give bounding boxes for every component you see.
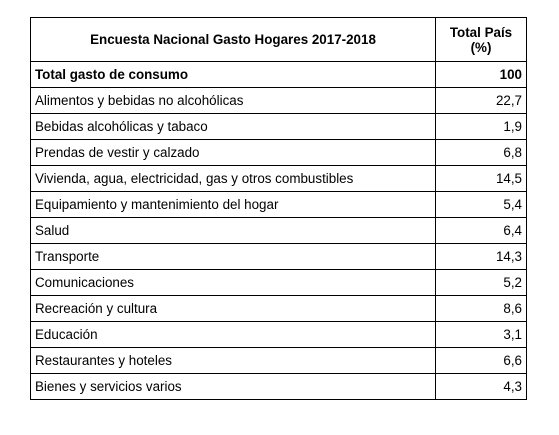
table-row <box>31 244 527 270</box>
row-label: Educación <box>31 322 436 348</box>
table-row <box>31 270 527 296</box>
table-row <box>31 296 527 322</box>
header-label: Encuesta Nacional Gasto Hogares 2017-2018 <box>31 18 436 62</box>
header-value-line1: Total País <box>449 24 513 40</box>
header-value-line2: (%) <box>470 39 492 55</box>
table-row <box>31 88 527 114</box>
header-row <box>31 18 527 62</box>
row-label: Recreación y cultura <box>31 296 436 322</box>
table-row <box>31 374 527 400</box>
row-value: 5,2 <box>436 270 527 296</box>
row-label: Prendas de vestir y calzado <box>31 140 436 166</box>
table-row <box>31 140 527 166</box>
total-label: Total gasto de consumo <box>31 62 436 88</box>
row-value: 1,9 <box>436 114 527 140</box>
expenditure-table <box>30 17 527 400</box>
row-value: 8,6 <box>436 296 527 322</box>
row-label: Transporte <box>31 244 436 270</box>
row-label: Vivienda, agua, electricidad, gas y otros combustibles <box>31 166 436 192</box>
header-value <box>436 18 527 62</box>
table-row <box>31 218 527 244</box>
row-label: Bienes y servicios varios <box>31 374 436 400</box>
row-value: 14,3 <box>436 244 527 270</box>
table-row <box>31 166 527 192</box>
total-value: 100 <box>436 62 527 88</box>
row-value: 4,3 <box>436 374 527 400</box>
row-value: 6,4 <box>436 218 527 244</box>
total-row <box>31 62 527 88</box>
row-value: 6,6 <box>436 348 527 374</box>
row-value: 14,5 <box>436 166 527 192</box>
table-row <box>31 348 527 374</box>
row-value: 22,7 <box>436 88 527 114</box>
row-value: 3,1 <box>436 322 527 348</box>
row-label: Restaurantes y hoteles <box>31 348 436 374</box>
table-row <box>31 192 527 218</box>
row-label: Salud <box>31 218 436 244</box>
row-label: Comunicaciones <box>31 270 436 296</box>
row-value: 6,8 <box>436 140 527 166</box>
table-row <box>31 322 527 348</box>
row-label: Alimentos y bebidas no alcohólicas <box>31 88 436 114</box>
row-label: Bebidas alcohólicas y tabaco <box>31 114 436 140</box>
row-value: 5,4 <box>436 192 527 218</box>
row-label: Equipamiento y mantenimiento del hogar <box>31 192 436 218</box>
table-row <box>31 114 527 140</box>
